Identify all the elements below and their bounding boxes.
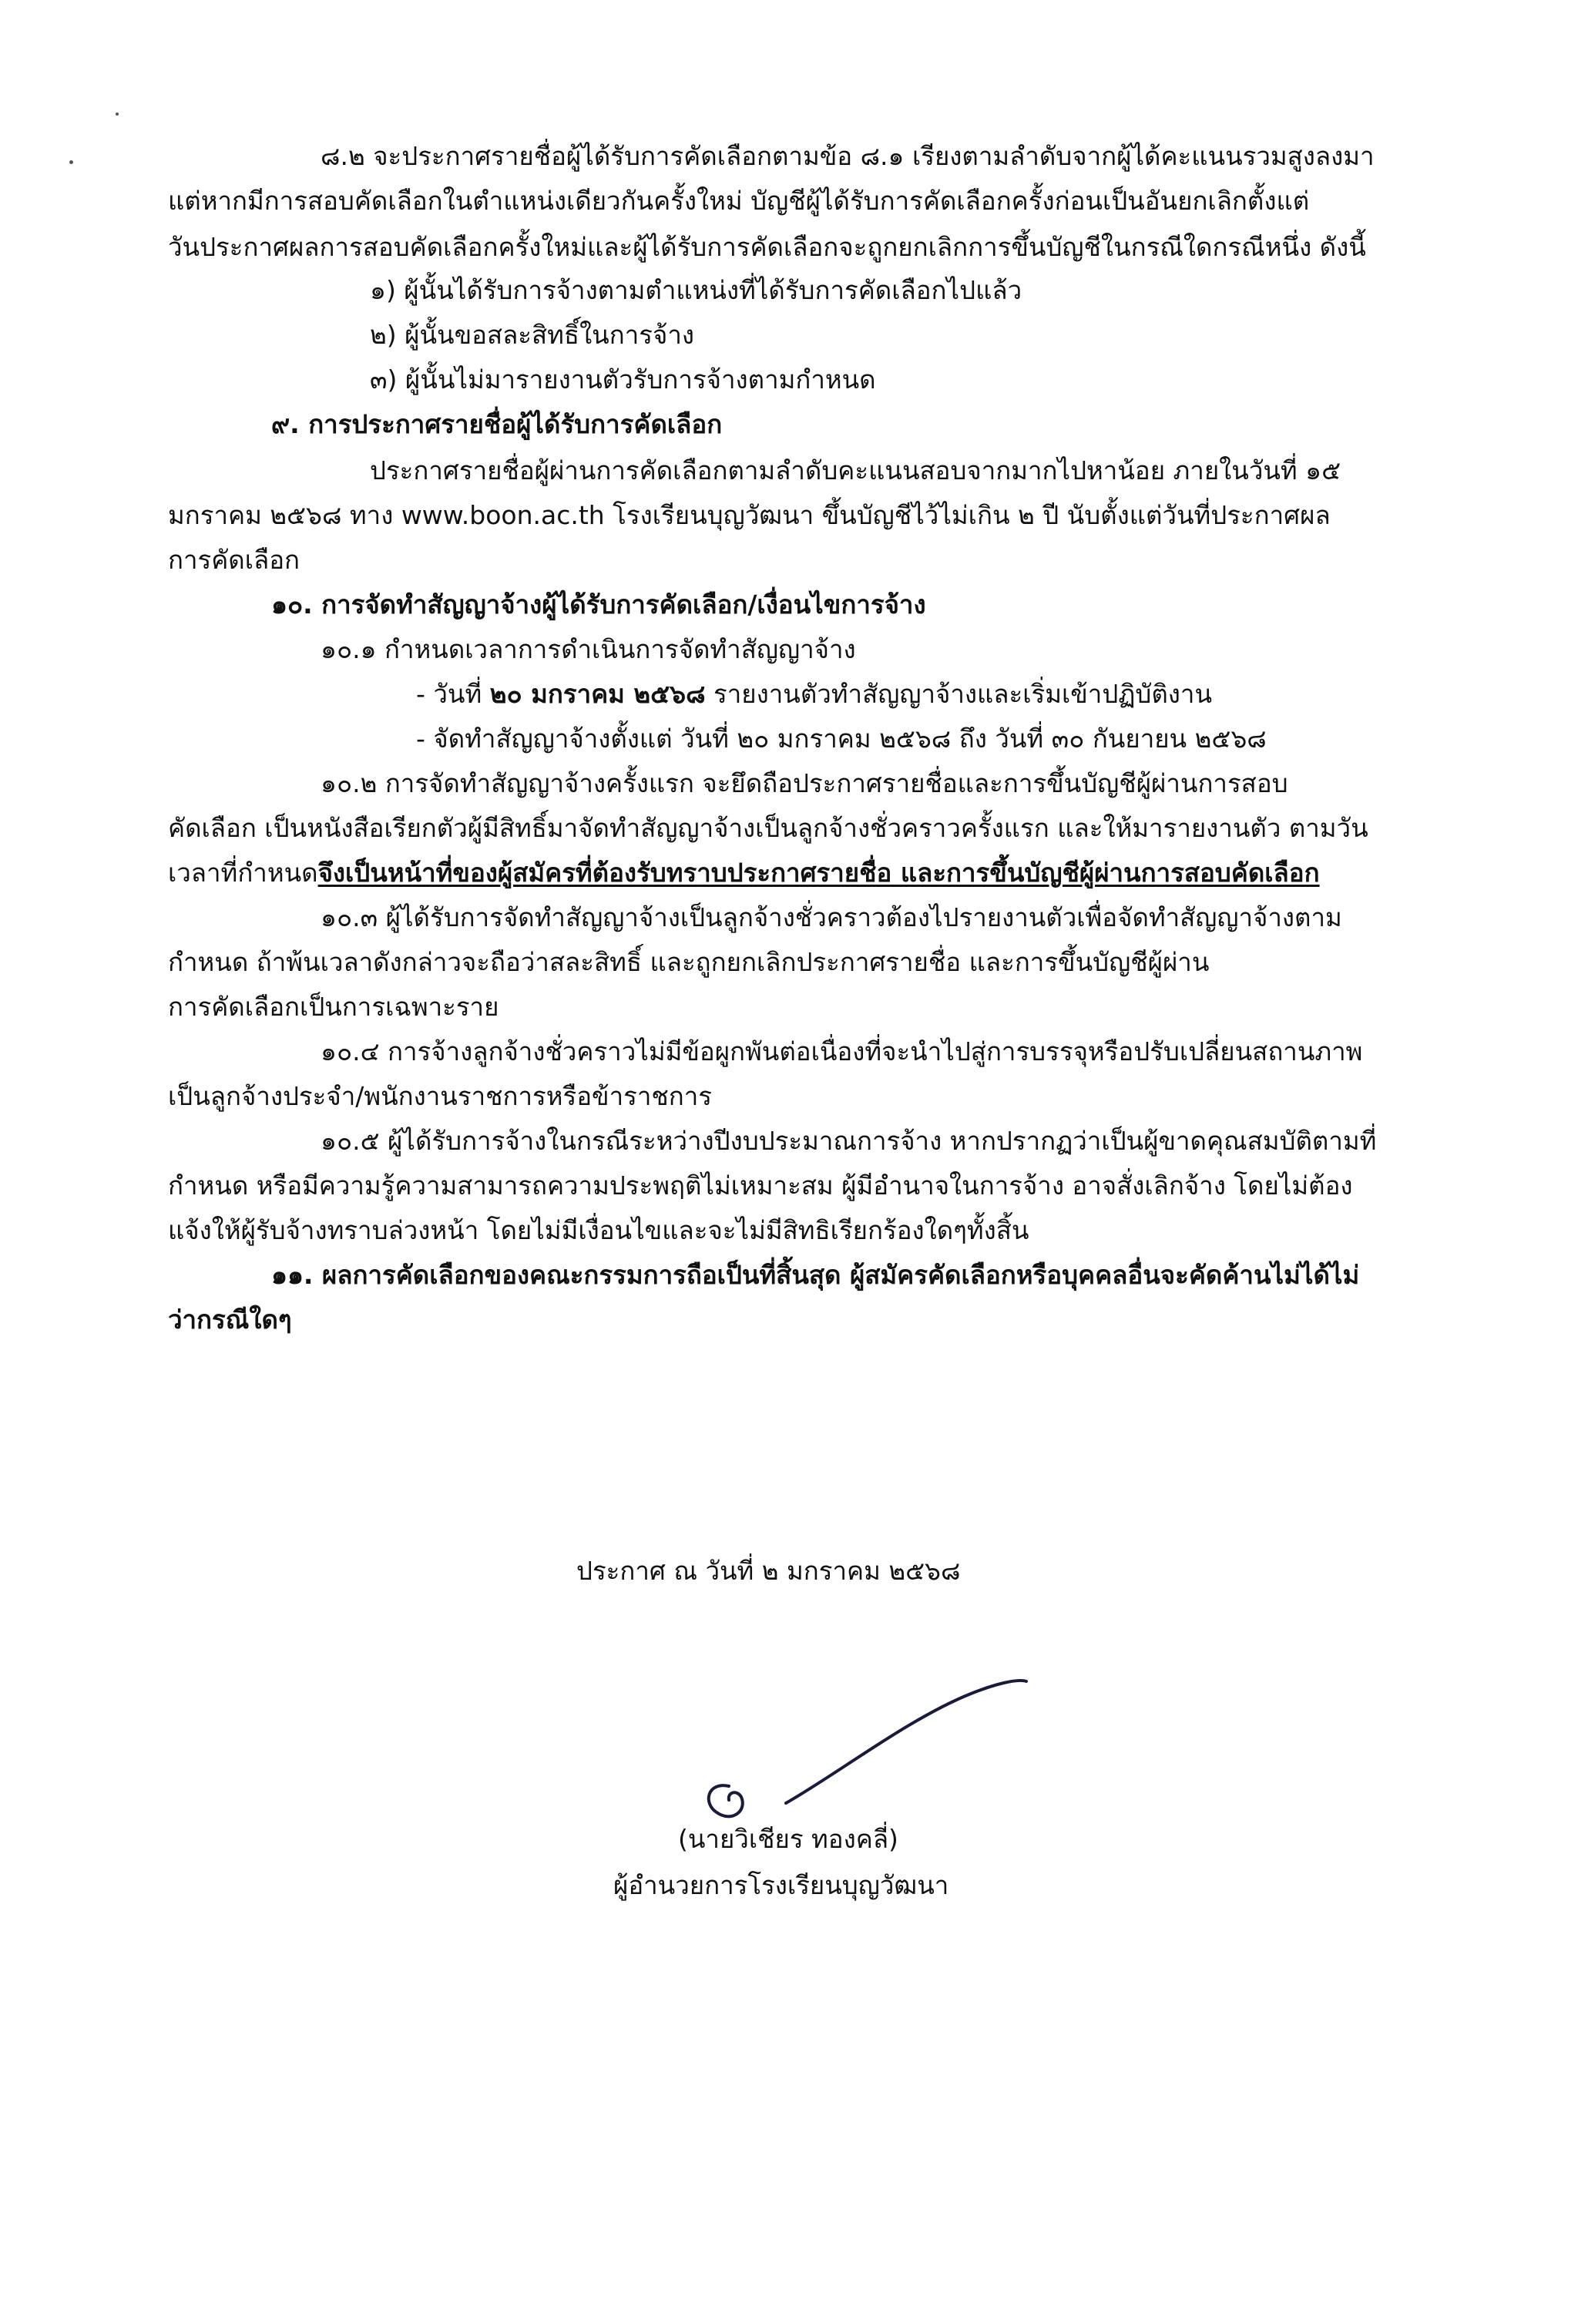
s9-heading: ๙. การประกาศรายชื่อผู้ได้รับการคัดเลือก bbox=[271, 409, 723, 439]
signature-stroke-loop bbox=[709, 1785, 743, 1816]
s8-2-item-3: ๓) ผู้นั้นไม่มารายงานตัวรับการจ้างตามกำหนด bbox=[370, 364, 876, 395]
signature-mark bbox=[693, 1649, 1063, 1842]
s11-line-2: ว่ากรณีใดๆ bbox=[168, 1305, 292, 1335]
s10-4-line-1: ๑๐.๔ การจ้างลูกจ้างชั่วคราวไม่มีข้อผูกพันต่อเนื่องที่จะนำไปสู่การบรรจุหรือปรับเปลี่ยนสถานภาพ bbox=[321, 1036, 1363, 1066]
s10-heading: ๑๐. การจัดทำสัญญาจ้างผู้ได้รับการคัดเลือก/เงื่อนไขการจ้าง bbox=[271, 589, 926, 620]
s10-1-title: ๑๐.๑ กำหนดเวลาการดำเนินการจัดทำสัญญาจ้าง bbox=[321, 634, 856, 664]
s8-2-item-1: ๑) ผู้นั้นได้รับการจ้างตามตำแหน่งที่ได้รับการคัดเลือกไปแล้ว bbox=[370, 275, 1022, 305]
s10-1-bullet-1-prefix: - วันที่ bbox=[416, 679, 490, 709]
s10-1-bullet-1-date: ๒๐ มกราคม ๒๕๖๘ bbox=[489, 679, 706, 709]
signer-name: (นายวิเชียร ทองคลี่) bbox=[678, 1824, 898, 1854]
announce-date: ประกาศ ณ วันที่ ๒ มกราคม ๒๕๖๘ bbox=[576, 1556, 961, 1586]
s10-3-line-1: ๑๐.๓ ผู้ได้รับการจัดทำสัญญาจ้างเป็นลูกจ้างชั่วคราวต้องไปรายงานตัวเพื่อจัดทำสัญญาจ้างตาม bbox=[321, 902, 1342, 932]
s10-1-bullet-1 bbox=[416, 677, 1212, 712]
signer-title: ผู้อำนวยการโรงเรียนบุญวัฒนา bbox=[613, 1870, 949, 1900]
s8-2-item-2: ๒) ผู้นั้นขอสละสิทธิ์ในการจ้าง bbox=[370, 320, 694, 350]
s10-5-line-2: กำหนด หรือมีความรู้ความสามารถความประพฤติไม่เหมาะสม ผู้มีอำนาจในการจ้าง อาจสั่งเลิกจ้าง โดยไม่ต้อง bbox=[168, 1170, 1353, 1201]
s10-4-line-2: เป็นลูกจ้างประจำ/พนักงานราชการหรือข้าราชการ bbox=[168, 1081, 713, 1111]
s9-line-1: ประกาศรายชื่อผู้ผ่านการคัดเลือกตามลำดับคะแนนสอบจากมากไปหาน้อย ภายในวันที่ ๑๕ bbox=[370, 455, 1341, 485]
s10-1-bullet-1-suffix: รายงานตัวทำสัญญาจ้างและเริ่มเข้าปฏิบัติงาน bbox=[705, 679, 1213, 709]
s10-5-line-3: แจ้งให้ผู้รับจ้างทราบล่วงหน้า โดยไม่มีเงื่อนไขและจะไม่มีสิทธิเรียกร้องใดๆทั้งสิ้น bbox=[168, 1215, 1029, 1245]
s10-5-line-1: ๑๐.๕ ผู้ได้รับการจ้างในกรณีระหว่างปีงบประมาณการจ้าง หากปรากฏว่าเป็นผู้ขาดคุณสมบัติตามที่ bbox=[321, 1126, 1377, 1156]
s8-2-line-1: ๘.๒ จะประกาศรายชื่อผู้ได้รับการคัดเลือกตามข้อ ๘.๑ เรียงตามลำดับจากผู้ได้คะแนนรวมสูงลงมา bbox=[321, 141, 1375, 171]
s9-line-3: การคัดเลือก bbox=[168, 545, 300, 575]
s9-line-2: มกราคม ๒๕๖๘ ทาง www.boon.ac.th โรงเรียนบุญวัฒนา ขึ้นบัญชีไว้ไม่เกิน ๒ ปี นับตั้งแต่วันที่ประกาศผล bbox=[168, 500, 1331, 530]
s10-2-line-3-plain: เวลาที่กำหนด bbox=[168, 858, 318, 888]
s10-3-line-2: กำหนด ถ้าพ้นเวลาดังกล่าวจะถือว่าสละสิทธิ์ และถูกยกเลิกประกาศรายชื่อ และการขึ้นบัญชีผู้ผ่าน bbox=[168, 947, 1210, 977]
s8-2-line-3: วันประกาศผลการสอบคัดเลือกครั้งใหม่และผู้ได้รับการคัดเลือกจะถูกยกเลิกการขึ้นบัญชีในกรณีใดกรณีหนึ่ง ดังนี้ bbox=[168, 232, 1366, 262]
s11-line-1: ๑๑. ผลการคัดเลือกของคณะกรรมการถือเป็นที่สิ้นสุด ผู้สมัครคัดเลือกหรือบุคคลอื่นจะคัดค้านไม่ได้ไม่ bbox=[271, 1260, 1360, 1290]
s8-2-line-2: แต่หากมีการสอบคัดเลือกในตำแหน่งเดียวกันครั้งใหม่ บัญชีผู้ได้รับการคัดเลือกครั้งก่อนเป็นอันยกเลิกตั้งแต่ bbox=[168, 186, 1310, 216]
scan-speck bbox=[69, 160, 73, 164]
s10-2-line-3-emphasis: จึงเป็นหน้าที่ของผู้สมัครที่ต้องรับทราบประกาศรายชื่อ และการขึ้นบัญชีผู้ผ่านการสอบคัดเลือก bbox=[317, 858, 1320, 888]
signature-stroke-long bbox=[786, 1681, 1026, 1803]
s10-2-line-3 bbox=[168, 855, 1320, 891]
s10-3-line-3: การคัดเลือกเป็นการเฉพาะราย bbox=[168, 992, 499, 1022]
s10-1-bullet-2: - จัดทำสัญญาจ้างตั้งแต่ วันที่ ๒๐ มกราคม ๒๕๖๘ ถึง วันที่ ๓๐ กันยายน ๒๕๖๘ bbox=[416, 724, 1267, 754]
scan-speck bbox=[116, 113, 119, 116]
s10-2-line-2: คัดเลือก เป็นหนังสือเรียกตัวผู้มีสิทธิ์มาจัดทำสัญญาจ้างเป็นลูกจ้างชั่วคราวครั้งแรก และให้มารายงานตัว ตามวัน bbox=[168, 813, 1368, 843]
s10-2-line-1: ๑๐.๒ การจัดทำสัญญาจ้างครั้งแรก จะยึดถือประกาศรายชื่อและการขึ้นบัญชีผู้ผ่านการสอบ bbox=[321, 768, 1288, 798]
